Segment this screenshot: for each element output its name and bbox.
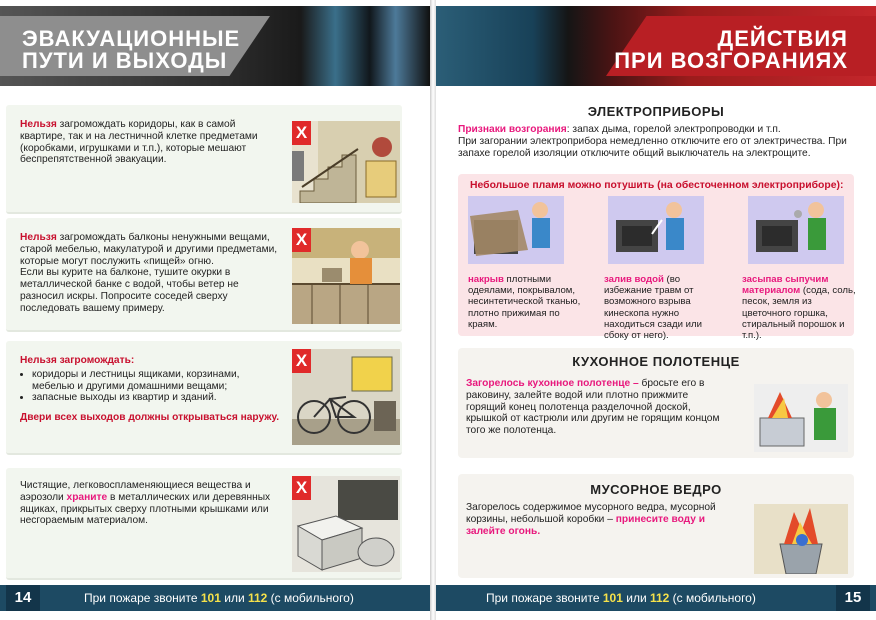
boxes-illustration <box>292 476 400 572</box>
section-title-kitchen: КУХОННОЕ ПОЛОТЕНЦЕ <box>572 354 740 369</box>
kitchen-towel-illustration <box>754 384 848 452</box>
caption-cover: накрыв плотными одеялами, покрывалом, несинтетической тканью, плотно прижимая по краям. <box>468 274 581 330</box>
prohibited-x-icon: X <box>292 476 311 500</box>
right-footer <box>436 585 876 611</box>
right-header-title: ДЕЙСТВИЯ ПРИ ВОЗГОРАНИЯХ <box>614 26 848 73</box>
emergency-numbers: При пожаре звоните 101 или 112 (с мобильного) <box>84 591 354 605</box>
left-header-title: ЭВАКУАЦИОННЫЕ ПУТИ И ВЫХОДЫ <box>22 26 241 73</box>
sand-tv-illustration <box>748 196 844 264</box>
section-title-electro: ЭЛЕКТРОПРИБОРЫ <box>587 104 725 119</box>
prohibited-x-icon: X <box>292 349 311 373</box>
prohibited-x-icon: X <box>292 228 311 252</box>
card-chemicals: Чистящие, легковоспламеняющиеся вещества и аэрозоли храните в металлических или деревянных ящиках, прикрытых сверху плотными крышками или несгораемым материалом. X <box>6 468 402 580</box>
trash-fire-illustration <box>754 504 848 574</box>
card-corridors: Нельзя загромождать коридоры, как в самой квартире, так и на лестничной клетке предметами (коробками, игрушками и т.п.), которые мешают беспрепятственной эвакуации. X <box>6 105 402 214</box>
balcony-illustration <box>292 228 400 324</box>
caption-water: залив водой (во избежание травм от возможного взрыва кинескопа нужно находиться сзади или сбоку от него). <box>604 274 702 342</box>
left-header-banner <box>0 6 430 86</box>
bin-text: Загорелось содержимое мусорного ведра, мусорной корзины, небольшой коробки – принесите воду и залейте огонь. <box>466 502 716 537</box>
blanket-tv-illustration <box>468 196 564 264</box>
trash-bin-card <box>458 474 854 578</box>
left-footer <box>0 585 430 611</box>
bicycle-illustration <box>292 349 400 445</box>
kitchen-towel-card <box>458 348 854 458</box>
card-balconies: Нельзя загромождать балконы ненужными вещами, старой мебелью, макулатурой и другими предметами, которые могут послужить «пищей» огню. Если вы курите на балконе, тушите окурки в металлической банке с водой, чтобы ветер не разносил искры. Попросите соседей сверху последовать вашему примеру. X <box>6 218 402 332</box>
kitchen-text: Загорелось кухонное полотенце – бросьте его в раковину, залейте водой или плотно прижмите горящий конец полотенца разделочной доской, крышкой от кастрюли или другим не горящим концом того же полотенца. <box>466 378 720 437</box>
small-flame-box <box>458 174 856 342</box>
card-exits: Нельзя загромождать: • коридоры и лестницы ящиками, корзинами, мебелью и другими домашними вещами; • запасные выходы из квартир и зданий. Двери всех выходов должны открываться наружу. X <box>6 341 402 455</box>
prohibited-x-icon: X <box>292 121 311 145</box>
right-header-banner <box>436 6 876 86</box>
left-page <box>0 0 430 620</box>
caption-sand: засыпав сыпучим материалом (сода, соль, песок, земля из цветочного горшка, стиральный порошок и т.п.). <box>742 274 856 342</box>
page-number: 15 <box>836 585 870 611</box>
electro-text: Признаки возгорания: запах дыма, горелой электропроводки и т.п. При загорании электроприбора немедленно отключите его от электричества. При запахе горелой изоляции отключите общий выключатель на электрощите. <box>458 124 847 159</box>
water-tv-illustration <box>608 196 704 264</box>
page-number: 14 <box>6 585 40 611</box>
section-title-bin: МУСОРНОЕ ВЕДРО <box>590 482 722 497</box>
emergency-numbers: При пожаре звоните 101 или 112 (с мобильного) <box>486 591 756 605</box>
right-page <box>436 0 876 620</box>
stairs-illustration <box>292 121 400 203</box>
small-flame-caption: Небольшое пламя можно потушить (на обесточенном электроприборе): <box>470 180 844 191</box>
